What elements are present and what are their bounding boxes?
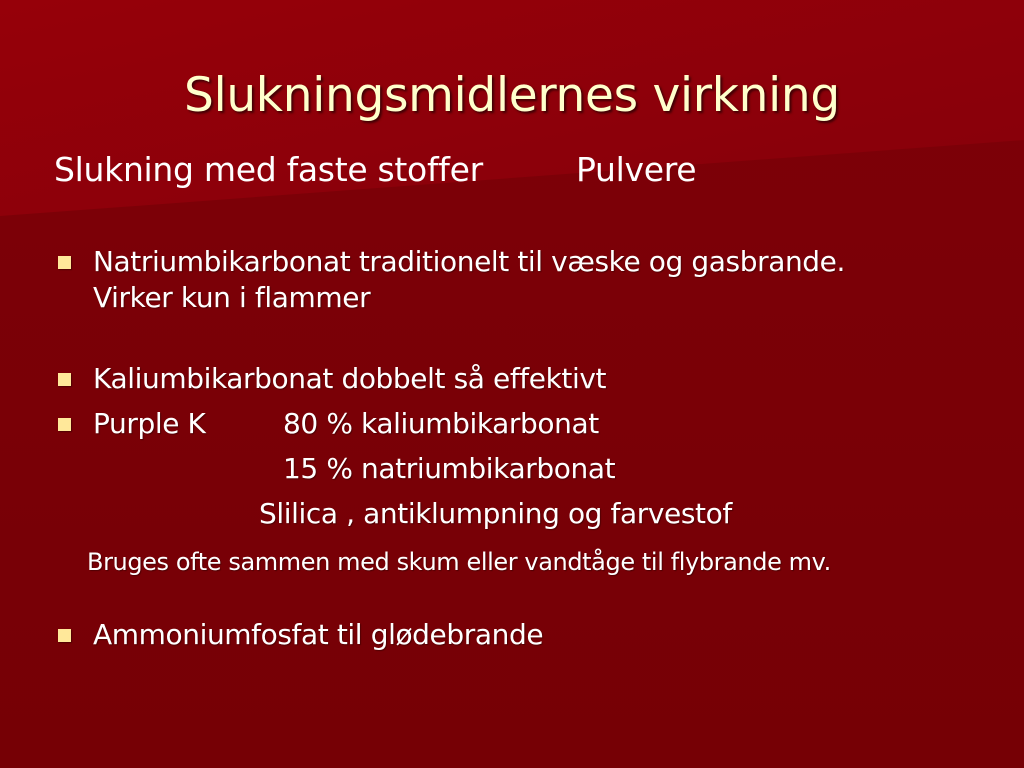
slide-title: Slukningsmidlernes virkning [184, 68, 840, 123]
bullet-text-continued: Virker kun i flammer [93, 281, 371, 314]
bullet-square-icon [58, 418, 71, 431]
bullet-square-icon [58, 373, 71, 386]
bullet-square-icon [58, 256, 71, 269]
composition-line: 15 % natriumbikarbonat [283, 452, 616, 485]
note-text: Bruges ofte sammen med skum eller vandtåge til flybrande mv. [87, 548, 831, 576]
composition-line: 80 % kaliumbikarbonat [283, 407, 599, 440]
bullet-text: Kaliumbikarbonat dobbelt så effektivt [93, 362, 607, 395]
bullet-square-icon [58, 629, 71, 642]
bullet-text: Natriumbikarbonat traditionelt til væske og gasbrande. [93, 245, 845, 278]
subtitle-right: Pulvere [576, 150, 697, 189]
composition-line: Slilica , antiklumpning og farvestof [259, 497, 732, 530]
bullet-label: Purple K [93, 407, 206, 440]
bullet-text: Ammoniumfosfat til glødebrande [93, 618, 544, 651]
subtitle-left: Slukning med faste stoffer [54, 150, 483, 189]
